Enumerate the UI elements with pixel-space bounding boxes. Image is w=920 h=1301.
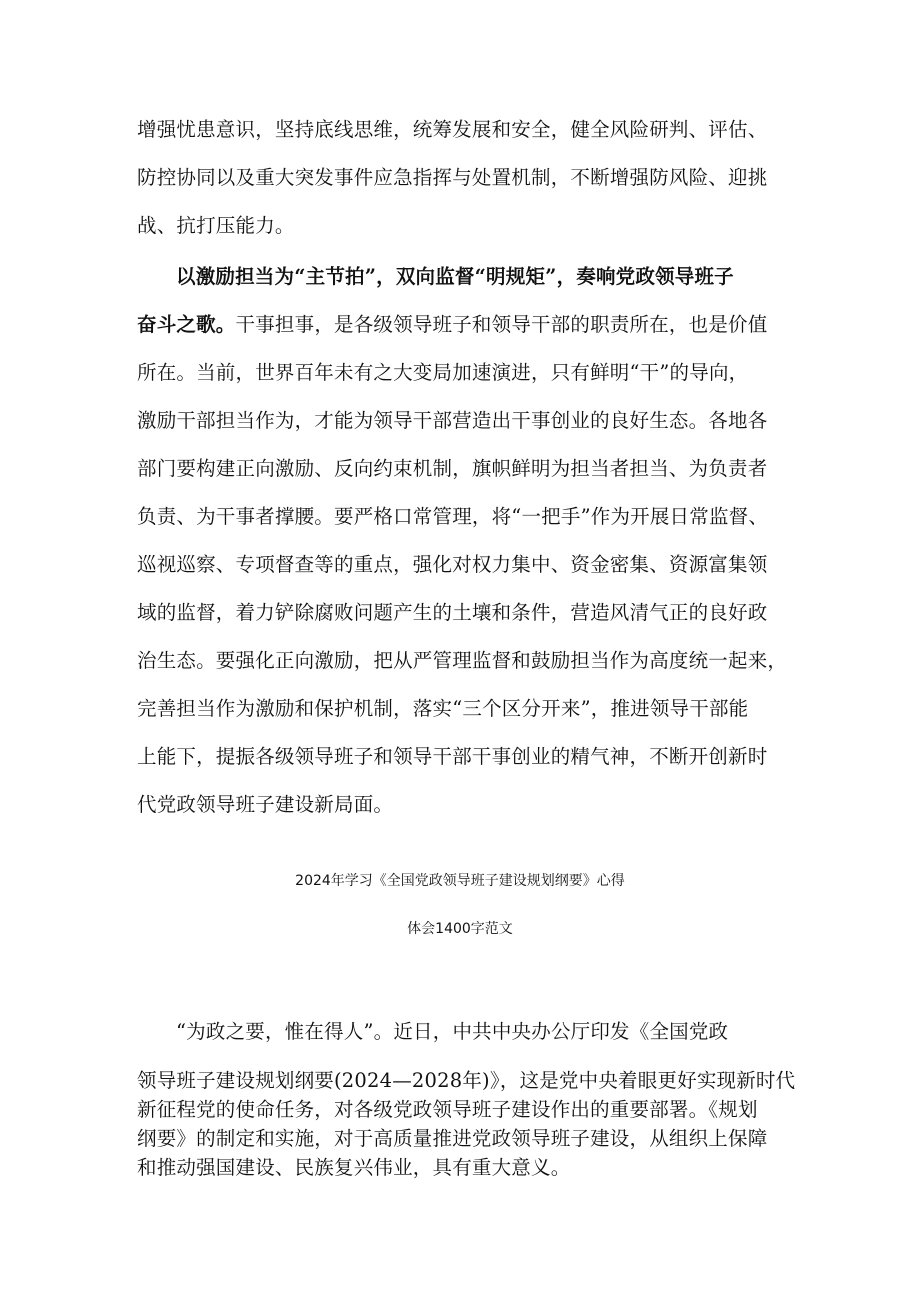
paragraph-3-line-4: 纲要》的制定和实施，对于高质量推进党政领导班子建设，从组织上保障 — [137, 1127, 768, 1150]
paragraph-2-line-8: 域的监督，着力铲除腐败问题产生的土壤和条件，营造风清气正的良好政 — [137, 601, 768, 624]
paragraph-3-line-2: 领导班子建设规划纲要(2024—2028年)》，这是党中央着眼更好实现新时代 — [137, 1069, 796, 1092]
article-title-line-1: 2024年学习《全国党政领导班子建设规划纲要》心得 — [295, 873, 625, 889]
paragraph-2-heading: 以激励担当为“主节拍”，双向监督“明规矩”，奏响党政领导班子 — [176, 265, 734, 288]
paragraph-2-line-2 — [137, 312, 767, 338]
paragraph-2-line-7: 巡视巡察、专项督查等的重点，强化对权力集中、资金密集、资源富集领 — [137, 553, 768, 576]
paragraph-2-line-10: 完善担当作为激励和保护机制，落实“三个区分开来”，推进领导干部能 — [137, 697, 749, 720]
paragraph-1-line-1: 增强忧患意识，坚持底线思维，统筹发展和安全，健全风险研判、评估、 — [137, 118, 768, 141]
paragraph-2-line-3: 所在。当前，世界百年未有之大变局加速演进，只有鲜明“干”的导向， — [137, 361, 749, 384]
paragraph-2-line-12: 代党政领导班子建设新局面。 — [137, 793, 394, 816]
paragraph-2-line-9: 治生态。要强化正向激励，把从严管理监督和鼓励担当作为高度统一起来， — [137, 649, 788, 672]
paragraph-1-line-2: 防控协同以及重大突发事件应急指挥与处置机制，不断增强防风险、迎挑 — [137, 166, 768, 189]
paragraph-1-line-3: 战、抗打压能力。 — [137, 214, 295, 237]
article-title-line-2: 体会1400字范文 — [407, 921, 513, 937]
paragraph-2-line-6: 负责、为干事者撑腰。要严格口常管理，将“一把手”作为开展日常监督、 — [137, 505, 769, 528]
paragraph-3-line-3: 新征程党的使命任务，对各级党政领导班子建设作出的重要部署。《规划 — [137, 1098, 758, 1121]
paragraph-3-line-1: “为政之要，惟在得人”。近日，中共中央办公厅印发《全国党政 — [176, 1020, 729, 1043]
paragraph-2-line-11: 上能下，提振各级领导班子和领导干部干事创业的精气神，不断开创新时 — [137, 745, 768, 768]
paragraph-2-heading-end: 奋斗之歌。 — [137, 313, 236, 336]
paragraph-2-line-2-text: 干事担事，是各级领导班子和领导干部的职责所在，也是价值 — [235, 313, 768, 336]
paragraph-2-line-5: 部门要构建正向激励、反向约束机制，旗帜鲜明为担当者担当、为负责者 — [137, 457, 768, 480]
paragraph-2-line-4: 激励干部担当作为，才能为领导干部营造出干事创业的良好生态。各地各 — [137, 409, 768, 432]
paragraph-3-line-5: 和推动强国建设、民族复兴伟业，具有重大意义。 — [137, 1156, 571, 1179]
